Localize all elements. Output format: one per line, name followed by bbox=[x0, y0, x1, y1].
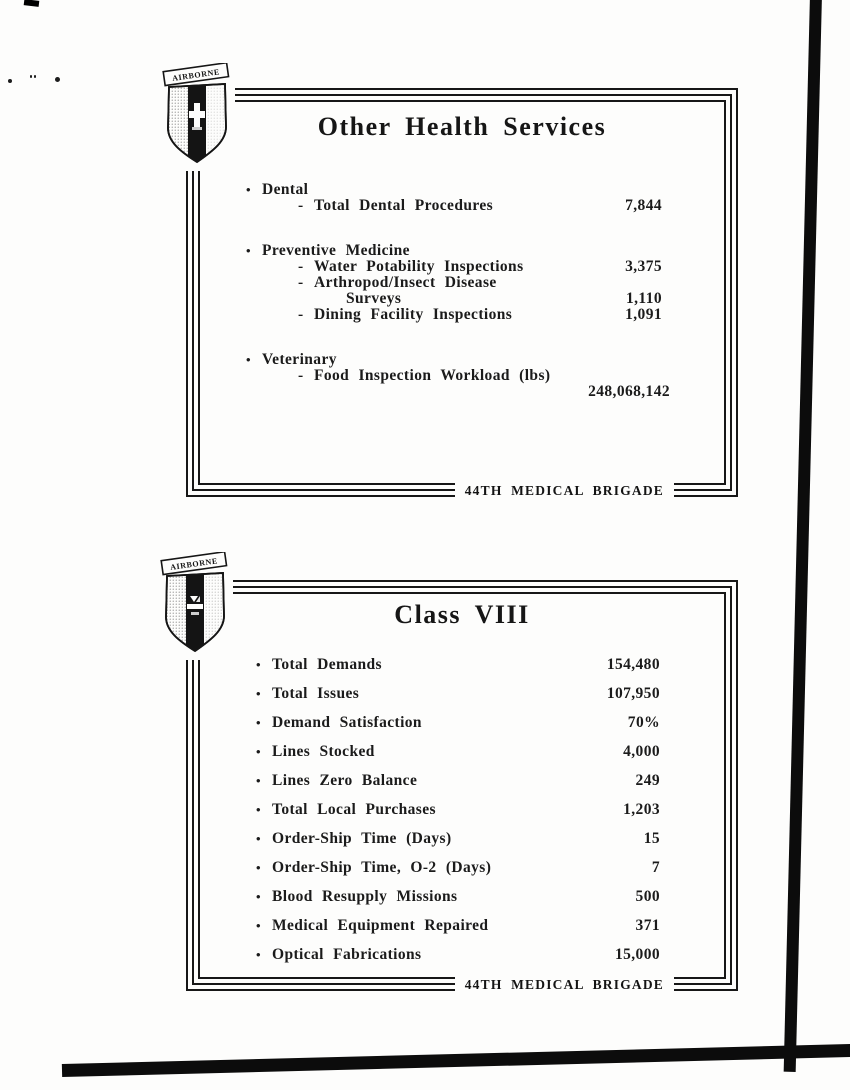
stat-label: Lines Zero Balance bbox=[272, 771, 418, 789]
bullet-icon: • bbox=[256, 801, 261, 817]
stat-row bbox=[298, 307, 662, 323]
scan-edge-right bbox=[784, 0, 822, 1072]
stat-label: Optical Fabrications bbox=[272, 945, 422, 963]
stat-label: Blood Resupply Missions bbox=[272, 887, 458, 905]
slide-body bbox=[200, 650, 724, 969]
stat-label: Water Potability Inspections bbox=[314, 258, 524, 275]
stat-row bbox=[256, 766, 660, 795]
bullet-icon: • bbox=[256, 743, 261, 759]
section-heading: Dental bbox=[262, 181, 309, 198]
slide-class-viii bbox=[186, 580, 738, 991]
slide-frame-outer bbox=[186, 580, 738, 991]
stat-value: 1,203 bbox=[623, 800, 660, 818]
stat-label: Total Demands bbox=[272, 655, 382, 673]
stat-row bbox=[298, 198, 662, 214]
stat-label: Dining Facility Inspections bbox=[314, 306, 513, 323]
slide-other-health-services bbox=[186, 88, 738, 497]
stat-row bbox=[256, 882, 660, 911]
stat-row bbox=[256, 795, 660, 824]
stat-value: 7,844 bbox=[625, 197, 662, 214]
stat-label: Total Issues bbox=[272, 684, 360, 702]
dash-icon: - bbox=[298, 367, 304, 384]
stat-value: 500 bbox=[635, 887, 660, 905]
airborne-tab-label: AIRBORNE bbox=[171, 67, 221, 83]
stat-value: 107,950 bbox=[606, 684, 660, 702]
stat-value: 15 bbox=[643, 829, 660, 847]
slide-frame-outer bbox=[186, 88, 738, 497]
stat-sublabel: Surveys bbox=[346, 290, 402, 307]
stat-value: 1,091 bbox=[625, 306, 662, 323]
bullet-icon: • bbox=[256, 685, 261, 701]
bullet-icon: • bbox=[256, 714, 261, 730]
scan-mark-top-left bbox=[24, 0, 40, 7]
slide-title: Class VIII bbox=[394, 600, 530, 629]
stat-value: 3,375 bbox=[625, 258, 662, 275]
stat-value: 249 bbox=[635, 771, 660, 789]
stat-label: Food Inspection Workload (lbs) bbox=[314, 367, 551, 384]
section-heading: Veterinary bbox=[262, 351, 337, 368]
section-heading: Preventive Medicine bbox=[262, 242, 410, 259]
dash-icon: - bbox=[298, 197, 304, 214]
bullet-icon: • bbox=[246, 243, 251, 258]
stat-row bbox=[256, 853, 660, 882]
stat-value: 154,480 bbox=[606, 655, 660, 673]
section-veterinary bbox=[246, 351, 670, 400]
dash-icon: - bbox=[298, 258, 304, 275]
stat-value: 15,000 bbox=[614, 945, 660, 963]
dash-icon: - bbox=[298, 274, 304, 291]
bullet-icon: • bbox=[256, 946, 261, 962]
stat-label: Lines Stocked bbox=[272, 742, 375, 760]
stat-row bbox=[256, 737, 660, 766]
stat-value: 4,000 bbox=[623, 742, 660, 760]
stat-row-continuation bbox=[298, 291, 662, 307]
stat-value: 1,110 bbox=[625, 290, 662, 307]
slide-body bbox=[200, 182, 724, 400]
stat-row bbox=[256, 679, 660, 708]
slide-footer-banner: 44TH MEDICAL BRIGADE bbox=[455, 483, 674, 499]
scan-edge-bottom bbox=[62, 1044, 850, 1077]
scan-dot bbox=[30, 75, 32, 78]
stat-row bbox=[256, 911, 660, 940]
airborne-unit-patch-icon bbox=[157, 552, 233, 660]
stat-label: Order-Ship Time (Days) bbox=[272, 829, 452, 847]
bullet-icon: • bbox=[246, 352, 251, 367]
scan-dot bbox=[55, 77, 60, 82]
stat-row bbox=[256, 708, 660, 737]
slide-title: Other Health Services bbox=[317, 112, 607, 141]
stat-row bbox=[256, 650, 660, 679]
bullet-icon: • bbox=[256, 917, 261, 933]
stat-value: 371 bbox=[635, 916, 660, 934]
slide-frame-inner bbox=[198, 100, 726, 485]
slide-frame-middle bbox=[192, 94, 732, 498]
stat-value: 7 bbox=[651, 858, 660, 876]
stat-row bbox=[298, 368, 662, 384]
stat-label: Arthropod/Insect Disease bbox=[314, 274, 497, 291]
slide-frame-middle bbox=[192, 586, 732, 992]
scan-dot bbox=[34, 75, 36, 78]
bullet-icon: • bbox=[256, 888, 261, 904]
stat-label: Medical Equipment Repaired bbox=[272, 916, 489, 934]
stat-row-continuation bbox=[298, 383, 670, 400]
airborne-unit-patch-icon bbox=[159, 63, 235, 171]
scan-dot bbox=[8, 79, 12, 83]
bullet-icon: • bbox=[256, 830, 261, 846]
stat-row bbox=[298, 259, 662, 275]
bullet-icon: • bbox=[256, 772, 261, 788]
bullet-icon: • bbox=[246, 182, 251, 197]
section-dental bbox=[246, 182, 662, 214]
stat-row bbox=[298, 275, 662, 291]
slide-frame-inner bbox=[198, 592, 726, 979]
bullet-icon: • bbox=[256, 656, 261, 672]
dash-icon: - bbox=[298, 306, 304, 323]
stat-row bbox=[256, 940, 660, 969]
stat-label: Total Dental Procedures bbox=[314, 197, 494, 214]
stat-label: Order-Ship Time, O-2 (Days) bbox=[272, 858, 492, 876]
section-preventive-medicine bbox=[246, 243, 662, 323]
stat-row bbox=[256, 824, 660, 853]
stat-label: Total Local Purchases bbox=[272, 800, 436, 818]
stat-value: 248,068,142 bbox=[588, 383, 670, 400]
bullet-icon: • bbox=[256, 859, 261, 875]
slide-footer-banner: 44TH MEDICAL BRIGADE bbox=[455, 977, 674, 993]
stat-label: Demand Satisfaction bbox=[272, 713, 422, 731]
airborne-tab-label: AIRBORNE bbox=[169, 556, 219, 572]
stat-value: 70% bbox=[627, 713, 660, 731]
